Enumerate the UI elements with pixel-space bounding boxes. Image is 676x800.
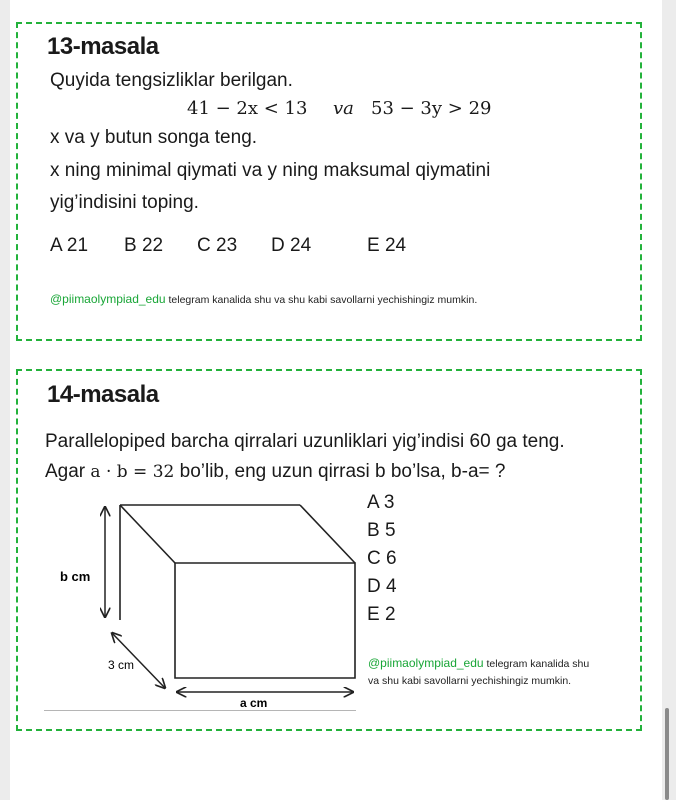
problem-14-line2 [45,461,505,483]
problem-13-line1: Quyida tengsizliklar berilgan. [50,70,293,91]
problem-13-connector: va [333,98,354,119]
problem-13-line4: yig’indisini toping. [50,192,199,213]
problem-14-promo-line2: va shu kabi savollarni yechishingiz mumkin. [368,675,572,687]
problem-13-option-e: E 24 [367,235,407,256]
problem-14-option-d: D 4 [367,576,397,597]
problem-14-promo-text1: telegram kanalida shu [483,658,590,670]
problem-13-promo [50,292,477,306]
label-b-cm: b cm [60,569,91,584]
problem-13-line3: x ning minimal qiymati va y ning maksumal qiymatini [50,160,491,181]
problem-14-promo-handle[interactable]: @piimaolympiad_edu [368,656,484,670]
problem-13-inequality-2: 53 − 3y > 29 [371,98,492,119]
problem-14-option-c: C 6 [367,548,397,569]
problem-14-promo-line1 [368,656,589,670]
problem-14-title: 14-masala [47,381,159,408]
problem-13-option-b: B 22 [124,235,164,256]
problem-14-line2-pre: Agar [45,461,91,482]
problem-13-option-a: A 21 [50,235,89,256]
label-a-cm: a cm [240,696,268,710]
problem-13-option-c: C 23 [197,235,238,256]
label-3-cm: 3 cm [108,658,135,672]
problem-14-option-b: B 5 [367,520,396,541]
parallelepiped-figure [40,495,360,715]
problem-13-line2: x va y butun songa teng. [50,127,258,148]
problem-14-option-e: E 2 [367,604,396,625]
box-shape [120,505,355,678]
problem-13-promo-text: telegram kanalida shu va shu kabi savollarni yechishingiz mumkin. [165,294,478,306]
problem-14-line2-post: bo’lib, eng uzun qirrasi b bo’lsa, b-a= ? [174,461,506,482]
problem-14-line1: Parallelopiped barcha qirralari uzunliklari yig’indisi 60 ga teng. [45,431,565,452]
problem-13-title: 13-masala [47,33,159,60]
problem-13-inequality-1: 41 − 2x < 13 [187,98,308,119]
problem-13-option-d: D 24 [271,235,312,256]
problem-13-promo-handle[interactable]: @piimaolympiad_edu [50,292,166,306]
problem-14-option-a: A 3 [367,492,395,513]
scrollbar[interactable] [665,708,669,800]
figure-divider [44,710,356,711]
problem-14-line2-math: a · b = 32 [90,462,175,482]
